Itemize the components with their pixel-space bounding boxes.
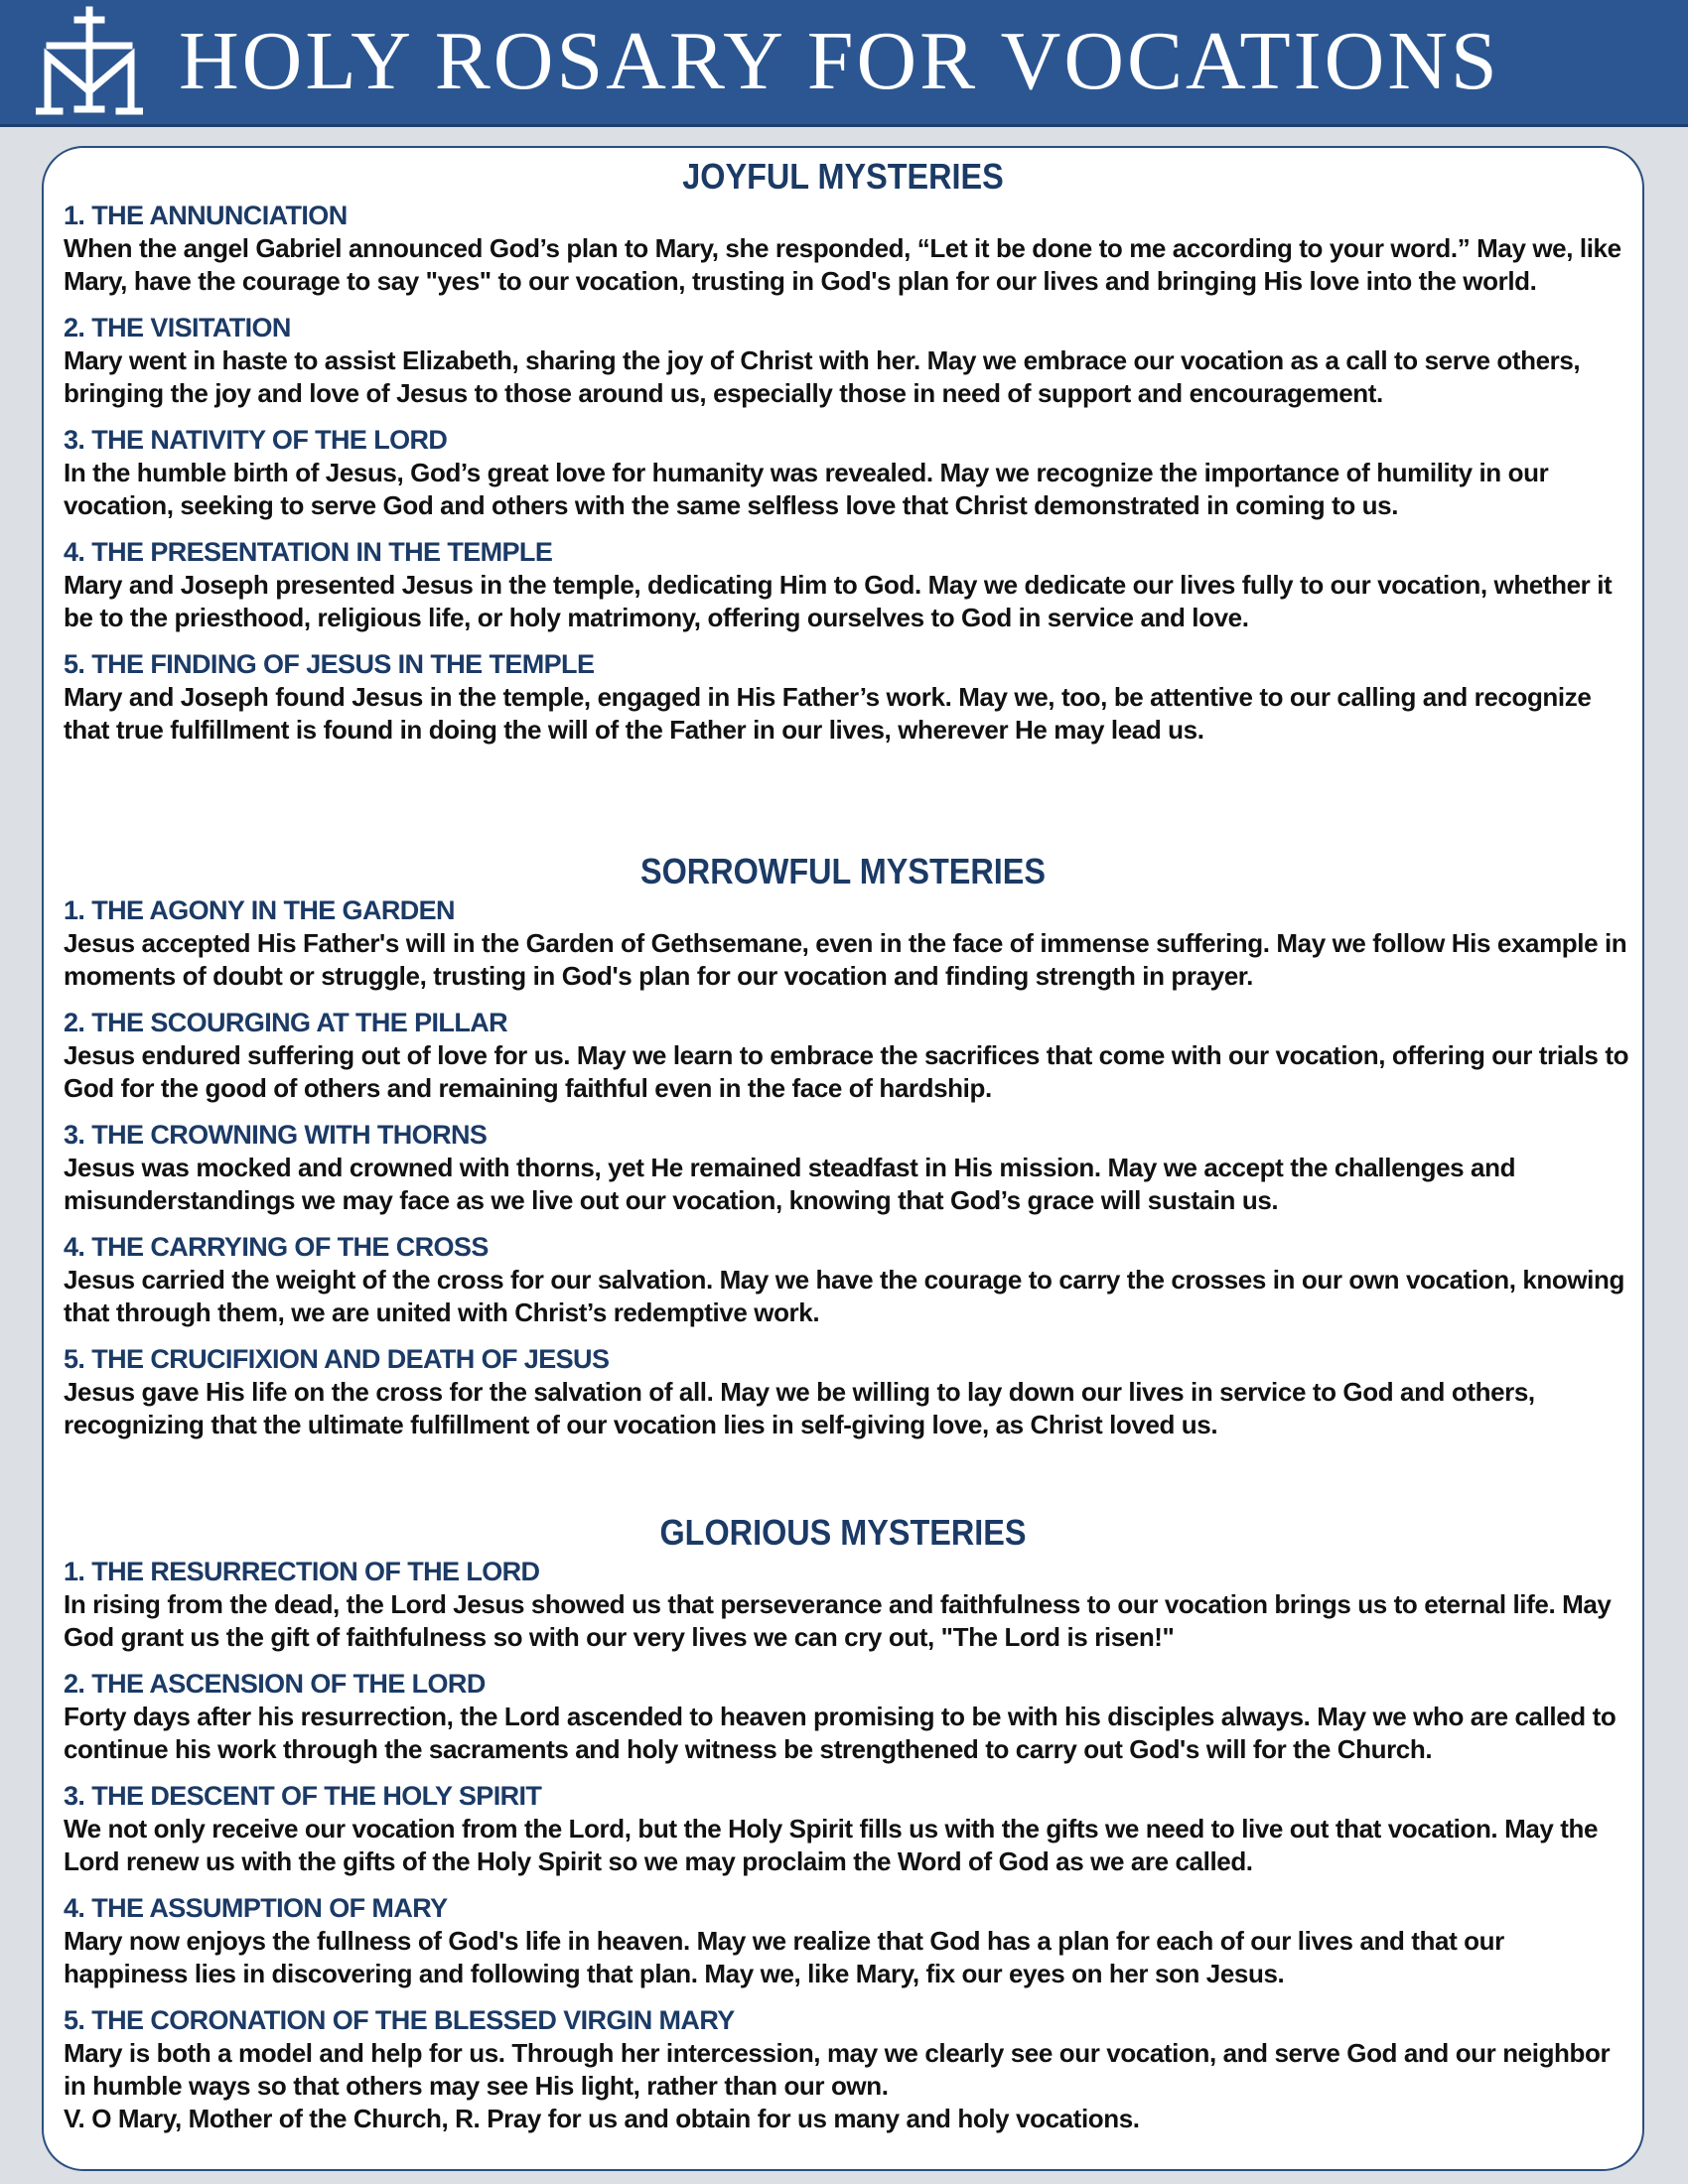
mystery-title: 1. THE RESURRECTION OF THE LORD bbox=[64, 1557, 540, 1586]
mystery-item bbox=[64, 312, 1632, 410]
mystery-text: Jesus gave His life on the cross for the salvation of all. May we be willing to lay down our lives in service to God and others, recognizing that the ultimate fulfillment of our vocation lies in self-giving love, as Christ loved us. bbox=[64, 1377, 1535, 1439]
mystery-title: 3. THE CROWNING WITH THORNS bbox=[64, 1120, 488, 1150]
mystery-text: We not only receive our vocation from the Lord, but the Holy Spirit fills us with the gifts we need to live out that vocation. May the Lord renew us with the gifts of the Holy Spirit so we may proclaim the Word of God as we are called. bbox=[64, 1814, 1599, 1876]
mystery-text: When the angel Gabriel announced God’s plan to Mary, she responded, “Let it be done to me according to your word.” May we, like Mary, have the courage to say "yes" to our vocation, trusting in God's plan for our lives and bringing His love into the world. bbox=[64, 233, 1621, 296]
mystery-title: 3. THE NATIVITY OF THE LORD bbox=[64, 425, 448, 455]
mystery-item bbox=[64, 1556, 1632, 1654]
mystery-item bbox=[64, 2004, 1632, 2135]
mystery-item bbox=[64, 1780, 1632, 1878]
mystery-item bbox=[64, 1007, 1632, 1105]
mystery-title: 4. THE PRESENTATION IN THE TEMPLE bbox=[64, 537, 553, 567]
mystery-title: 2. THE SCOURGING AT THE PILLAR bbox=[64, 1008, 508, 1037]
mystery-title: 5. THE FINDING OF JESUS IN THE TEMPLE bbox=[64, 649, 595, 679]
mystery-item bbox=[64, 648, 1632, 747]
section-title: GLORIOUS MYSTERIES bbox=[659, 1512, 1027, 1553]
sorrowful-mysteries-section bbox=[44, 849, 1642, 1441]
mystery-text: In the humble birth of Jesus, God’s great love for humanity was revealed. May we recognize the importance of humility in our vocation, seeking to serve God and others with the same selfless love that Christ demonstrated in coming to us. bbox=[64, 458, 1549, 520]
section-title: SORROWFUL MYSTERIES bbox=[639, 851, 1047, 891]
mystery-text: Jesus was mocked and crowned with thorns, yet He remained steadfast in His mission. May we accept the challenges and misunderstandings we may face as we live out our vocation, knowing that God’s grace will sustain us. bbox=[64, 1153, 1516, 1215]
marian-monogram-icon bbox=[36, 6, 143, 119]
mystery-text: Mary is both a model and help for us. Through her intercession, may we clearly see our vocation, and serve God and our neighbor in humble ways so that others may see His light, rather than our own. bbox=[64, 2038, 1611, 2101]
mystery-item bbox=[64, 1343, 1632, 1441]
mystery-item bbox=[64, 424, 1632, 522]
mystery-title: 4. THE CARRYING OF THE CROSS bbox=[64, 1232, 489, 1262]
mystery-text: In rising from the dead, the Lord Jesus showed us that perseverance and faithfulness to our vocation brings us to eternal life. May God grant us the gift of faithfulness so with our very lives we can cry out, "The Lord is risen!" bbox=[64, 1589, 1612, 1652]
mystery-text: Forty days after his resurrection, the Lord ascended to heaven promising to be with his disciples always. May we who are called to continue his work through the sacraments and holy witness be strengthened to carry out God's will for the Church. bbox=[64, 1702, 1617, 1764]
mysteries-card bbox=[42, 146, 1644, 2171]
joyful-mysteries-section bbox=[44, 154, 1642, 747]
mystery-title: 1. THE AGONY IN THE GARDEN bbox=[64, 895, 455, 925]
mystery-item bbox=[64, 1119, 1632, 1217]
mystery-title: 1. THE ANNUNCIATION bbox=[64, 201, 348, 230]
page-title: HOLY ROSARY FOR VOCATIONS bbox=[179, 15, 1500, 107]
glorious-mysteries-section bbox=[44, 1510, 1642, 2135]
mystery-item bbox=[64, 1668, 1632, 1766]
mystery-text: Mary went in haste to assist Elizabeth, sharing the joy of Christ with her. May we embrace our vocation as a call to serve others, bringing the joy and love of Jesus to those around us, especially those in need of support and encouragement. bbox=[64, 345, 1581, 408]
mystery-text: Jesus carried the weight of the cross for our salvation. May we have the courage to carry the crosses in our own vocation, knowing that through them, we are united with Christ’s redemptive work. bbox=[64, 1265, 1624, 1327]
mystery-item bbox=[64, 200, 1632, 298]
mystery-title: 2. THE VISITATION bbox=[64, 313, 291, 342]
mystery-text: Jesus endured suffering out of love for us. May we learn to embrace the sacrifices that come with our vocation, offering our trials to God for the good of others and remaining faithful even in the face of hardship. bbox=[64, 1040, 1629, 1103]
closing-prayer: V. O Mary, Mother of the Church, R. Pray for us and obtain for us many and holy vocations. bbox=[64, 2104, 1140, 2133]
mystery-item bbox=[64, 1231, 1632, 1329]
mystery-title: 2. THE ASCENSION OF THE LORD bbox=[64, 1669, 486, 1699]
mystery-text: Jesus accepted His Father's will in the Garden of Gethsemane, even in the face of immense suffering. May we follow His example in moments of doubt or struggle, trusting in God's plan for our vocation and finding strength in prayer. bbox=[64, 928, 1627, 991]
mystery-text: Mary now enjoys the fullness of God's life in heaven. May we realize that God has a plan for each of our lives and that our happiness lies in discovering and following that plan. May we, like Mary, fix our eyes on her son Jesus. bbox=[64, 1926, 1504, 1988]
mystery-text: Mary and Joseph found Jesus in the temple, engaged in His Father’s work. May we, too, be attentive to our calling and recognize that true fulfillment is found in doing the will of the Father in our lives, wherever He may lead us. bbox=[64, 682, 1592, 745]
mystery-text: Mary and Joseph presented Jesus in the temple, dedicating Him to God. May we dedicate our lives fully to our vocation, whether it be to the priesthood, religious life, or holy matrimony, offering ourselves to God in service and love. bbox=[64, 570, 1613, 632]
mystery-title: 5. THE CORONATION OF THE BLESSED VIRGIN MARY bbox=[64, 2005, 735, 2035]
mystery-title: 5. THE CRUCIFIXION AND DEATH OF JESUS bbox=[64, 1344, 610, 1374]
page-header bbox=[0, 0, 1688, 127]
mystery-item bbox=[64, 536, 1632, 634]
mystery-title: 3. THE DESCENT OF THE HOLY SPIRIT bbox=[64, 1781, 542, 1811]
mystery-item bbox=[64, 1892, 1632, 1990]
mystery-item bbox=[64, 894, 1632, 993]
mystery-title: 4. THE ASSUMPTION OF MARY bbox=[64, 1893, 448, 1923]
section-title: JOYFUL MYSTERIES bbox=[682, 156, 1004, 197]
